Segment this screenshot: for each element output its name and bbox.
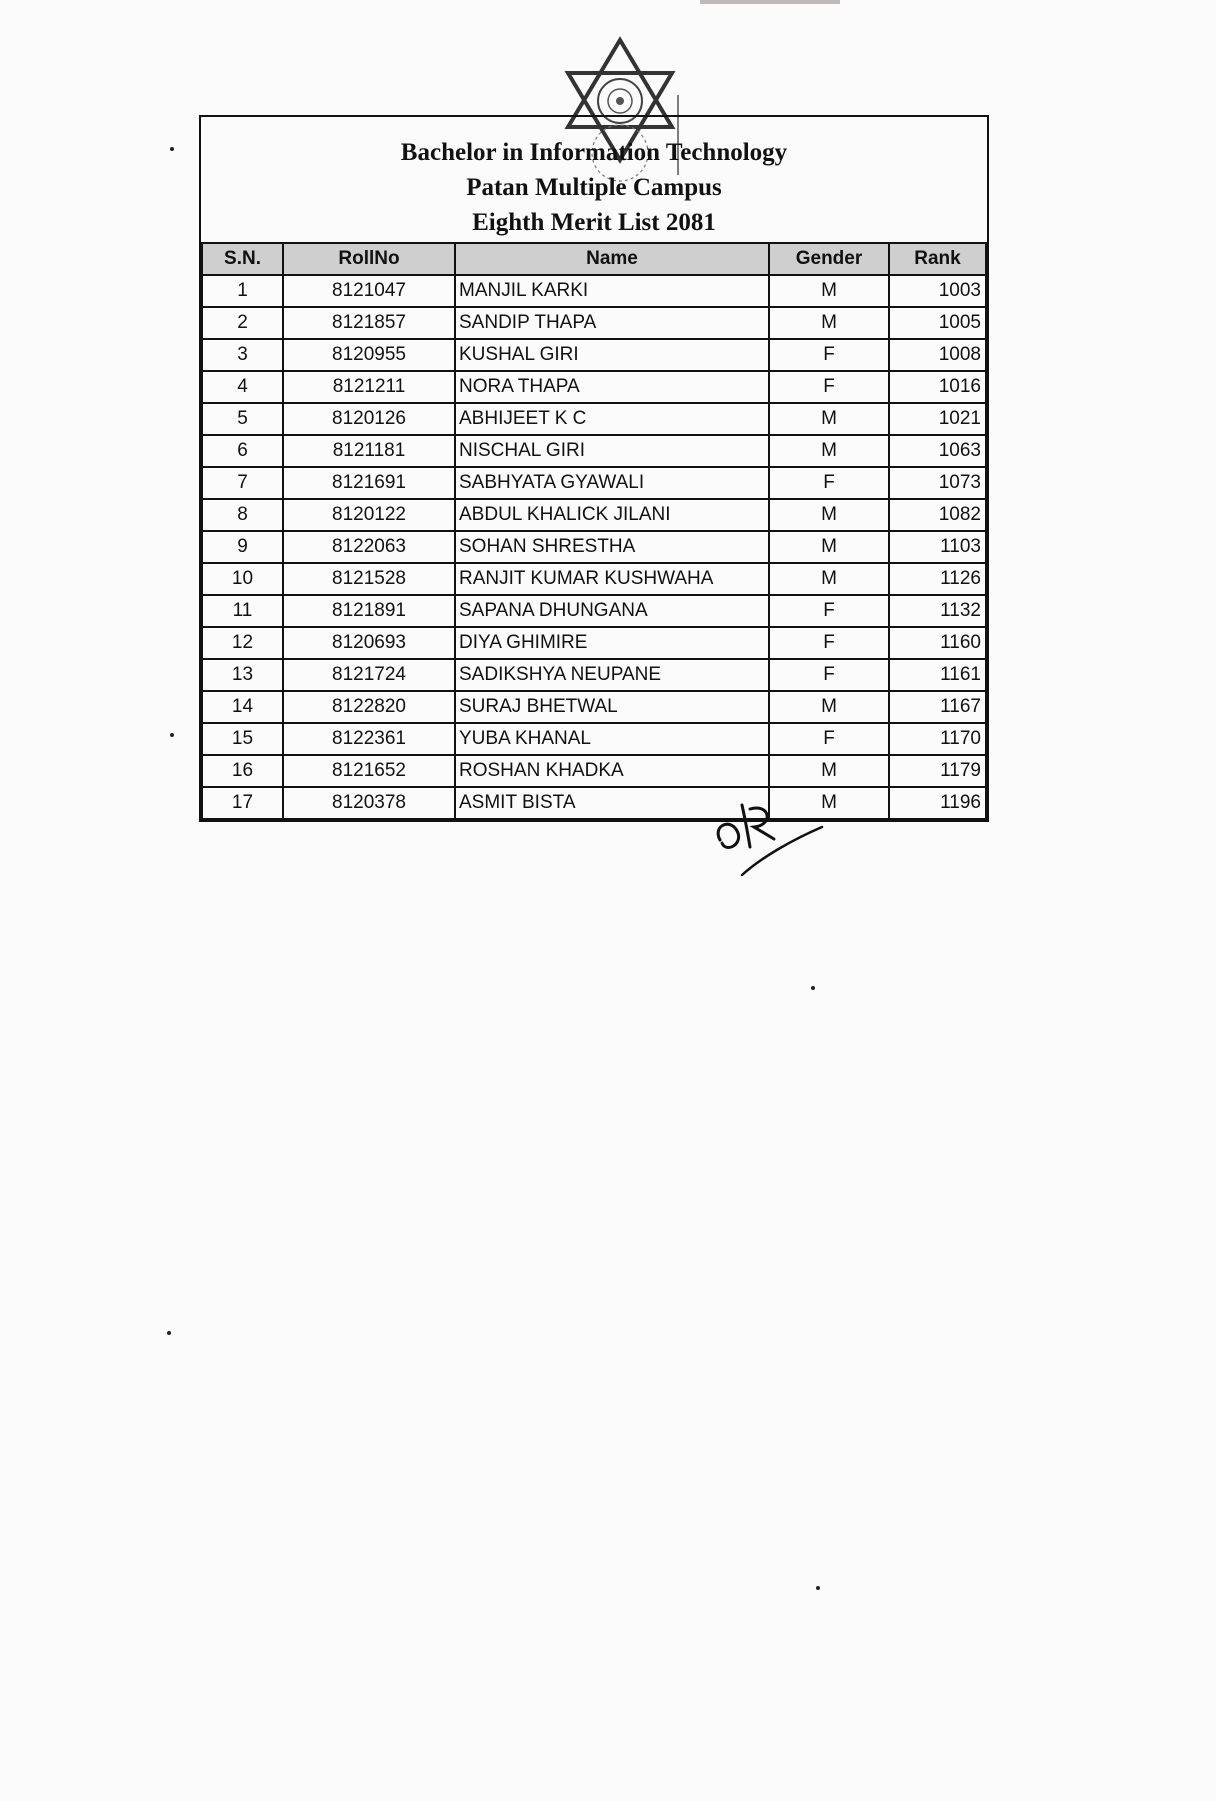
cell-name: SANDIP THAPA xyxy=(455,307,769,339)
table-row xyxy=(202,691,986,723)
cell-rank: 1005 xyxy=(889,307,986,339)
cell-name: SAPANA DHUNGANA xyxy=(455,595,769,627)
cell-sn: 5 xyxy=(202,403,283,435)
cell-rank: 1082 xyxy=(889,499,986,531)
cell-sn: 6 xyxy=(202,435,283,467)
table-row xyxy=(202,755,986,787)
cell-sn: 11 xyxy=(202,595,283,627)
cell-rank: 1132 xyxy=(889,595,986,627)
cell-rank: 1103 xyxy=(889,531,986,563)
cell-sn: 16 xyxy=(202,755,283,787)
column-header-gender: Gender xyxy=(769,243,889,275)
cell-rollno: 8121891 xyxy=(283,595,455,627)
column-header-name: Name xyxy=(455,243,769,275)
cell-gender: M xyxy=(769,403,889,435)
cell-gender: M xyxy=(769,563,889,595)
cell-rollno: 8120122 xyxy=(283,499,455,531)
cell-name: ASMIT BISTA xyxy=(455,787,769,819)
cell-rollno: 8121181 xyxy=(283,435,455,467)
cell-rank: 1161 xyxy=(889,659,986,691)
merit-table xyxy=(201,242,987,820)
cell-rollno: 8121528 xyxy=(283,563,455,595)
cell-name: SOHAN SHRESTHA xyxy=(455,531,769,563)
cell-sn: 1 xyxy=(202,275,283,307)
cell-sn: 10 xyxy=(202,563,283,595)
cell-rank: 1167 xyxy=(889,691,986,723)
column-header-rollno: RollNo xyxy=(283,243,455,275)
list-title: Eighth Merit List 2081 xyxy=(472,209,716,236)
table-row xyxy=(202,563,986,595)
program-title: Bachelor in Information Technology xyxy=(400,139,788,166)
cell-rank: 1179 xyxy=(889,755,986,787)
cell-sn: 7 xyxy=(202,467,283,499)
cell-rank: 1160 xyxy=(889,627,986,659)
document-heading xyxy=(201,117,987,242)
scan-speck xyxy=(811,986,815,990)
table-row xyxy=(202,659,986,691)
cell-gender: F xyxy=(769,659,889,691)
cell-gender: F xyxy=(769,595,889,627)
cell-rank: 1170 xyxy=(889,723,986,755)
cell-gender: M xyxy=(769,787,889,819)
cell-sn: 8 xyxy=(202,499,283,531)
cell-rollno: 8121724 xyxy=(283,659,455,691)
cell-name: YUBA KHANAL xyxy=(455,723,769,755)
table-row xyxy=(202,531,986,563)
cell-sn: 9 xyxy=(202,531,283,563)
cell-rollno: 8121652 xyxy=(283,755,455,787)
cell-sn: 17 xyxy=(202,787,283,819)
table-row xyxy=(202,467,986,499)
cell-name: NISCHAL GIRI xyxy=(455,435,769,467)
cell-name: NORA THAPA xyxy=(455,371,769,403)
scan-speck xyxy=(170,147,174,151)
scan-speck xyxy=(170,733,174,737)
cell-gender: M xyxy=(769,307,889,339)
cell-gender: M xyxy=(769,435,889,467)
cell-rollno: 8122063 xyxy=(283,531,455,563)
campus-name: Patan Multiple Campus xyxy=(466,174,722,201)
cell-sn: 15 xyxy=(202,723,283,755)
cell-rank: 1008 xyxy=(889,339,986,371)
cell-rollno: 8120378 xyxy=(283,787,455,819)
cell-rank: 1003 xyxy=(889,275,986,307)
cell-gender: F xyxy=(769,467,889,499)
cell-gender: F xyxy=(769,339,889,371)
cell-rank: 1196 xyxy=(889,787,986,819)
cell-sn: 3 xyxy=(202,339,283,371)
scan-artifact xyxy=(700,0,840,4)
cell-rollno: 8120693 xyxy=(283,627,455,659)
cell-rank: 1021 xyxy=(889,403,986,435)
cell-rollno: 8122361 xyxy=(283,723,455,755)
cell-rollno: 8121691 xyxy=(283,467,455,499)
cell-gender: F xyxy=(769,627,889,659)
scan-speck xyxy=(167,1331,171,1335)
table-row xyxy=(202,339,986,371)
cell-name: SABHYATA GYAWALI xyxy=(455,467,769,499)
scan-speck xyxy=(816,1586,820,1590)
table-row xyxy=(202,499,986,531)
cell-rollno: 8121211 xyxy=(283,371,455,403)
column-header-rank: Rank xyxy=(889,243,986,275)
cell-sn: 4 xyxy=(202,371,283,403)
cell-name: SURAJ BHETWAL xyxy=(455,691,769,723)
cell-rank: 1063 xyxy=(889,435,986,467)
cell-gender: M xyxy=(769,275,889,307)
table-row xyxy=(202,787,986,819)
cell-sn: 2 xyxy=(202,307,283,339)
cell-rank: 1073 xyxy=(889,467,986,499)
column-header-sn: S.N. xyxy=(202,243,283,275)
table-row xyxy=(202,627,986,659)
cell-sn: 13 xyxy=(202,659,283,691)
cell-rank: 1016 xyxy=(889,371,986,403)
cell-name: SADIKSHYA NEUPANE xyxy=(455,659,769,691)
table-row xyxy=(202,307,986,339)
cell-name: DIYA GHIMIRE xyxy=(455,627,769,659)
signature-icon xyxy=(712,795,832,895)
cell-name: ROSHAN KHADKA xyxy=(455,755,769,787)
table-row xyxy=(202,275,986,307)
cell-rank: 1126 xyxy=(889,563,986,595)
cell-rollno: 8120126 xyxy=(283,403,455,435)
cell-rollno: 8122820 xyxy=(283,691,455,723)
merit-list-sheet xyxy=(199,115,989,822)
cell-name: ABDUL KHALICK JILANI xyxy=(455,499,769,531)
table-row xyxy=(202,403,986,435)
cell-rollno: 8121047 xyxy=(283,275,455,307)
cell-name: KUSHAL GIRI xyxy=(455,339,769,371)
table-row xyxy=(202,723,986,755)
cell-gender: M xyxy=(769,691,889,723)
cell-sn: 12 xyxy=(202,627,283,659)
cell-gender: M xyxy=(769,499,889,531)
table-row xyxy=(202,371,986,403)
cell-rollno: 8121857 xyxy=(283,307,455,339)
cell-gender: F xyxy=(769,371,889,403)
cell-gender: M xyxy=(769,531,889,563)
cell-name: ABHIJEET K C xyxy=(455,403,769,435)
table-header-row xyxy=(202,243,986,275)
cell-gender: F xyxy=(769,723,889,755)
cell-rollno: 8120955 xyxy=(283,339,455,371)
cell-gender: M xyxy=(769,755,889,787)
cell-name: MANJIL KARKI xyxy=(455,275,769,307)
table-row xyxy=(202,435,986,467)
table-row xyxy=(202,595,986,627)
cell-name: RANJIT KUMAR KUSHWAHA xyxy=(455,563,769,595)
cell-sn: 14 xyxy=(202,691,283,723)
